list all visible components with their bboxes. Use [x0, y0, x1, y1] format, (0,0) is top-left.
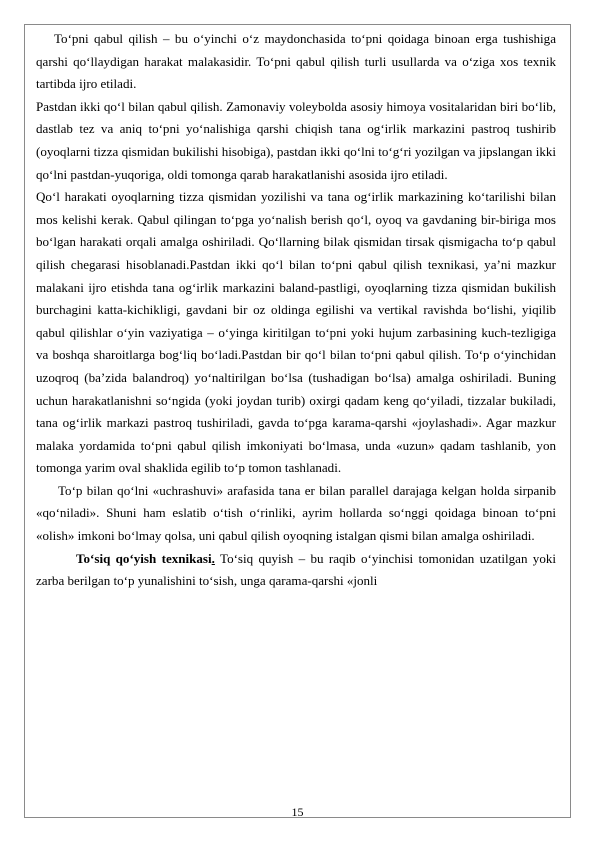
paragraph-intro: To‘pni qabul qilish – bu o‘yinchi o‘z maydonchasida to‘pni qoidaga binoan erga tushishiga qarshi qo‘llaydigan harakat malakasidir. To‘pni qabul qilish turli usullarda va o‘ziga xos texnik tartibda ijro etiladi.	[36, 31, 556, 92]
paragraph-block-technique	[36, 548, 556, 593]
document-body	[36, 28, 556, 593]
paragraph-two-hand-reception: Pastdan ikki qo‘l bilan qabul qilish. Zamonaviy voleybolda asosiy himoya vositalaridan biri bo‘lib, dastlab tez va aniq to‘pni yo‘nalishiga qarshi chiqish tana og‘irlik markazini pastroq tushirib (oyoqlarni tizza qismidan bukilishi hisobiga), pastdan ikki qo‘lni to‘g‘ri yozilgan va jipslangan ikki qo‘lni pastdan-yuqoriga, oldi tomonga qarab harakatlanishi asosida ijro etiladi.	[36, 98, 556, 182]
paragraph-ball-contact: To‘p bilan qo‘lni «uchrashuvi» arafasida tana er bilan parallel darajaga kelgan holda sirpanib «qo‘niladi». Shuni ham eslatib o‘tish o‘rinliki, ayrim hollarda so‘nggi qoidaga binoan to‘pni «olish» imkoni bo‘lmay qolsa, uni qabul qilish oyoqning istalgan qismi bilan amalga oshiriladi.	[36, 482, 556, 544]
paragraph-arm-movement: Qo‘l harakati oyoqlarning tizza qismidan yozilishi va tana og‘irlik markazining ko‘tarilishi bilan mos kelishi kerak. Qabul qilingan to‘pga yo‘nalish berish qo‘l, oyoq va gavdaning bir-biriga mos bo‘lgan harakati orqali amalga oshiriladi. Qo‘llarning bilak qismidan tirsak qismigacha to‘p qabul qilish chegarasi hisoblanadi.Pastdan ikki qo‘l bilan to‘pni qabul qilish texnikasi, ya’ni mazkur malakani ijro etishda tana og‘irlik markazini baland-pastligi, oyoqlarning tizza qismidan bukilish burchagini katta-kichikligi, gavdani bir oz oldinga egilishi va vertikal ravishda bo‘lishi, yiqilib qabul qilishlar o‘yin vaziyatiga – o‘yinga kiritilgan to‘pni yoki hujum zarbasining kuch-tezligiga va boshqa sharoitlarga bog‘liq bo‘ladi.Pastdan bir qo‘l bilan to‘pni qabul qilish. To‘p o‘yinchidan uzoqroq (ba’zida balandroq) yo‘naltirilgan bo‘lsa (tushadigan bo‘lsa) amalga oshiriladi. Buning uchun harakatlanishni so‘ngida (yoki joydan turib) oxirgi qadam keng qo‘yiladi, tizzalar bukiladi, tana og‘irlik markazi pastroq tushiriladi, gavda to‘pga karama-qarshi «joylashadi». Agar mazkur malaka yordamida to‘pni qabul qilish imkoniyati bo‘lmasa, unda «uzun» qadam tashlanib, yon tomonga yarim oval shaklida egilib to‘p tomon tashlanadi.	[36, 189, 556, 476]
block-technique-heading: To‘siq qo‘yish texnikasi.	[76, 550, 215, 566]
page-number: 15	[291, 805, 304, 819]
block-technique-text: To‘siq quyish – bu raqib o‘yinchisi tomonidan uzatilgan yoki zarba berilgan to‘p yunalishini to‘sish, unga qarama-qarshi «jonli	[36, 550, 557, 589]
